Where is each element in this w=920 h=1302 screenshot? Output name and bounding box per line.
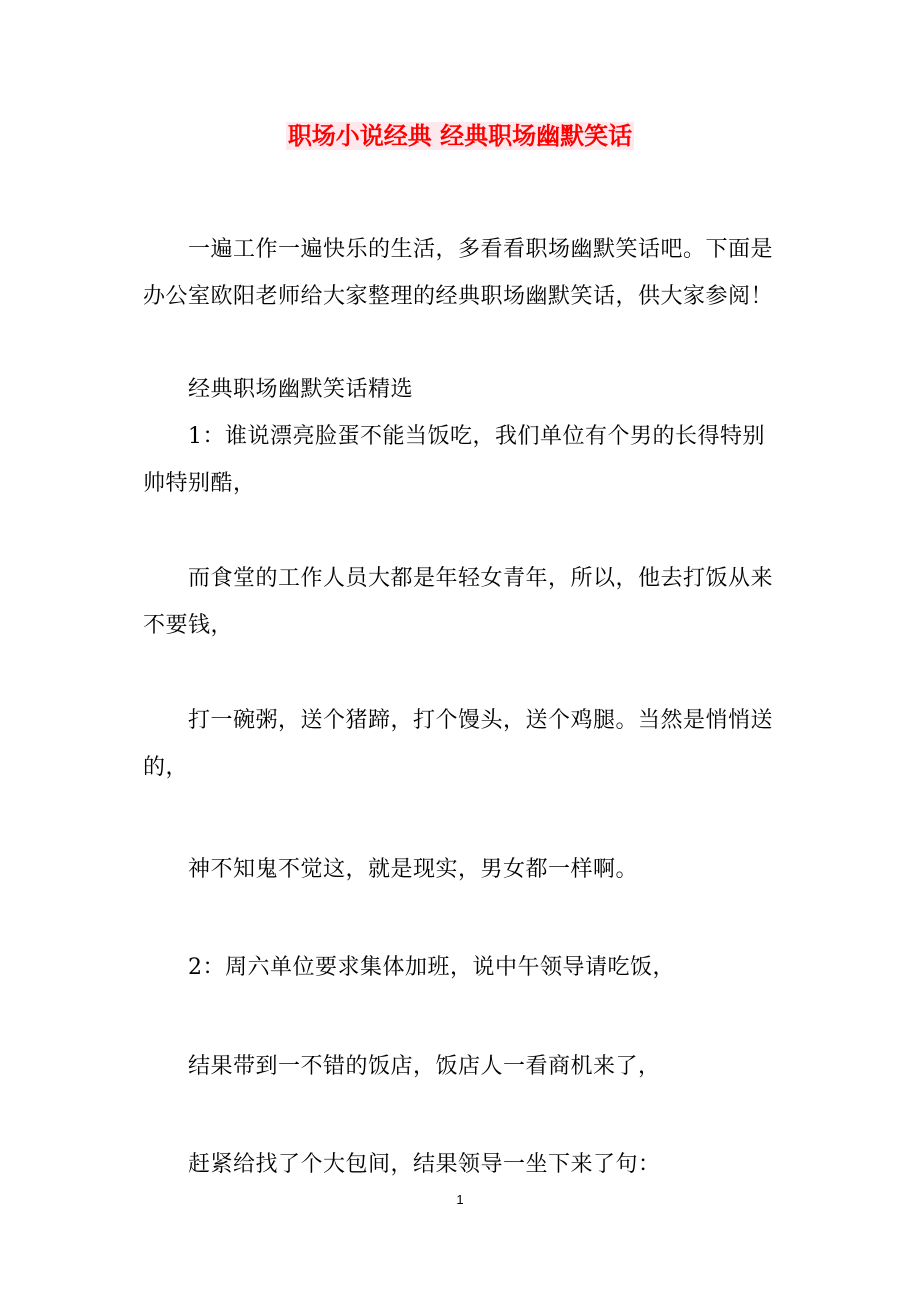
paragraph-3: 打一碗粥，送个猪蹄，打个馒头，送个鸡腿。当然是悄悄送的， (143, 708, 774, 780)
section-heading: 经典职场幽默笑话精选 (188, 377, 414, 402)
intro-paragraph: 一遍工作一遍快乐的生活，多看看职场幽默笑话吧。下面是办公室欧阳老师给大家整理的经典职场幽默笑话，供大家参阅！ (143, 237, 774, 309)
paragraph-4: 神不知鬼不觉这，就是现实，男女都一样啊。 (188, 857, 639, 882)
paragraph-6: 结果带到一不错的饭店，饭店人一看商机来了， (188, 1054, 661, 1079)
paragraph-5: 2：周六单位要求集体加班，说中午领导请吃饭， (188, 955, 675, 980)
document-title-text: 职场小说经典 经典职场幽默笑话 (287, 122, 633, 150)
paragraph-2: 而食堂的工作人员大都是年轻女青年，所以，他去打饭从来不要钱， (143, 566, 774, 638)
document-title (0, 116, 920, 156)
paragraph-1: 1：谁说漂亮脸蛋不能当饭吃，我们单位有个男的长得特别帅特别酷， (143, 424, 765, 496)
paragraph-7: 赶紧给找了个大包间，结果领导一坐下来了句： (188, 1152, 661, 1177)
page-number: 1 (456, 1192, 464, 1207)
